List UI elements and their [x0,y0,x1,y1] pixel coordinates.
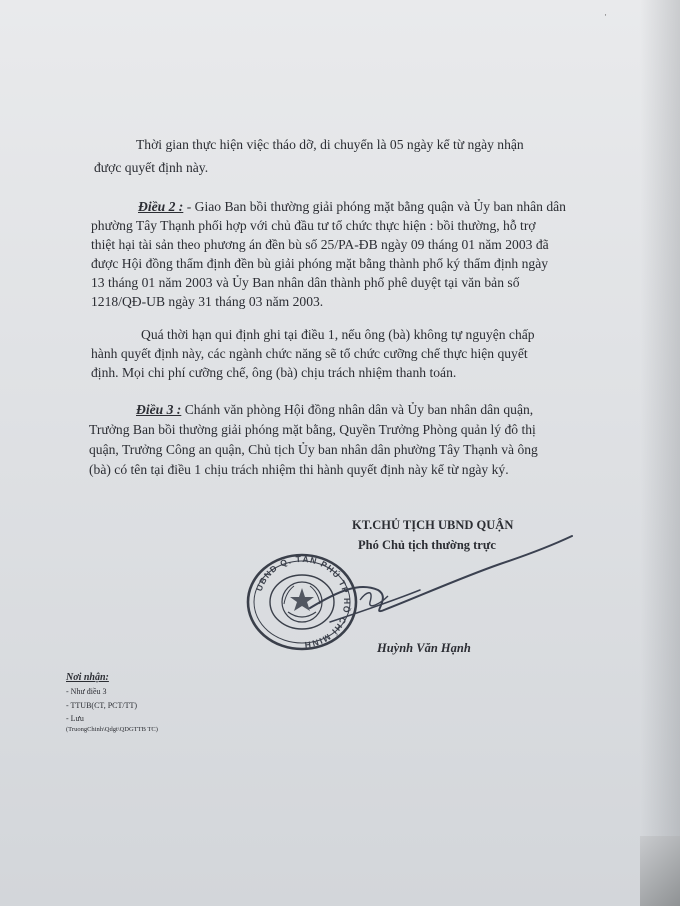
body-line: quận, Trưởng Công an quận, Chủ tịch Ủy ban nhân dân phường Tây Thạnh và ông [89,442,538,457]
body-line: 13 tháng 01 năm 2003 và Ủy Ban nhân dân thành phố phê duyệt tại văn bản số [91,275,520,290]
article-2-text: - Giao Ban bồi thường giải phóng mặt bằng quận và Ủy ban nhân dân [183,199,566,214]
body-line: Thời gian thực hiện việc tháo dỡ, di chuyển là 05 ngày kể từ ngày nhận [136,137,524,152]
signer-name: Huỳnh Văn Hạnh [377,641,471,655]
page-corner [640,836,680,906]
body-line: Trưởng Ban bồi thường giải phóng mặt bằng, Quyền Trưởng Phòng quản lý đô thị [89,422,536,437]
recipients-heading: Nơi nhận: [66,672,109,683]
article-2 [138,199,566,215]
recipient-item: - Lưu [66,714,84,723]
body-line: thiệt hại tài sản theo phương án đền bù số 25/PA-ĐB ngày 09 tháng 01 năm 2003 đã [91,237,549,252]
body-line: hành quyết định này, các ngành chức năng sẽ tổ chức cưỡng chế thực hiện quyết [91,346,528,361]
body-line: được Hội đồng thẩm định đền bù giải phóng mặt bằng thành phố ký thẩm định ngày [91,256,549,271]
seal-ring-text: UBND Q. TÂN PHÚ TP HỒ CHÍ MINH [253,553,353,651]
signer-title: KT.CHỦ TỊCH UBND QUẬN [352,518,514,532]
article-3 [136,402,533,418]
article-2-label: Điều 2 : [138,199,184,214]
body-line: định. Mọi chi phí cưỡng chế, ông (bà) chịu trách nhiệm thanh toán. [91,365,457,380]
body-line: được quyết định này. [94,160,209,175]
article-3-text: Chánh văn phòng Hội đồng nhân dân và Ủy ban nhân dân quận, [181,402,534,417]
signer-position: Phó Chủ tịch thường trực [358,538,496,552]
recipient-item: - Như điều 3 [66,687,107,696]
body-line: 1218/QĐ-UB ngày 31 tháng 03 năm 2003. [91,294,324,309]
page-shadow [640,0,680,906]
body-line: Quá thời hạn qui định ghi tại điều 1, nếu ông (bà) không tự nguyện chấp [141,327,535,342]
body-line: phường Tây Thạnh phối hợp với chủ đầu tư tổ chức thực hiện : bồi thường, hỗ trợ [91,218,536,233]
official-seal [244,552,360,652]
article-3-label: Điều 3 : [136,402,182,417]
scan-mark: · [604,10,607,20]
recipient-item: - TTUB(CT, PCT/TT) [66,701,138,710]
body-line: (bà) có tên tại điều 1 chịu trách nhiệm thi hành quyết định này kể từ ngày ký. [89,462,509,477]
recipient-file-ref: (TruongChinh\Qdgt\QDGTTB TC) [66,726,158,733]
